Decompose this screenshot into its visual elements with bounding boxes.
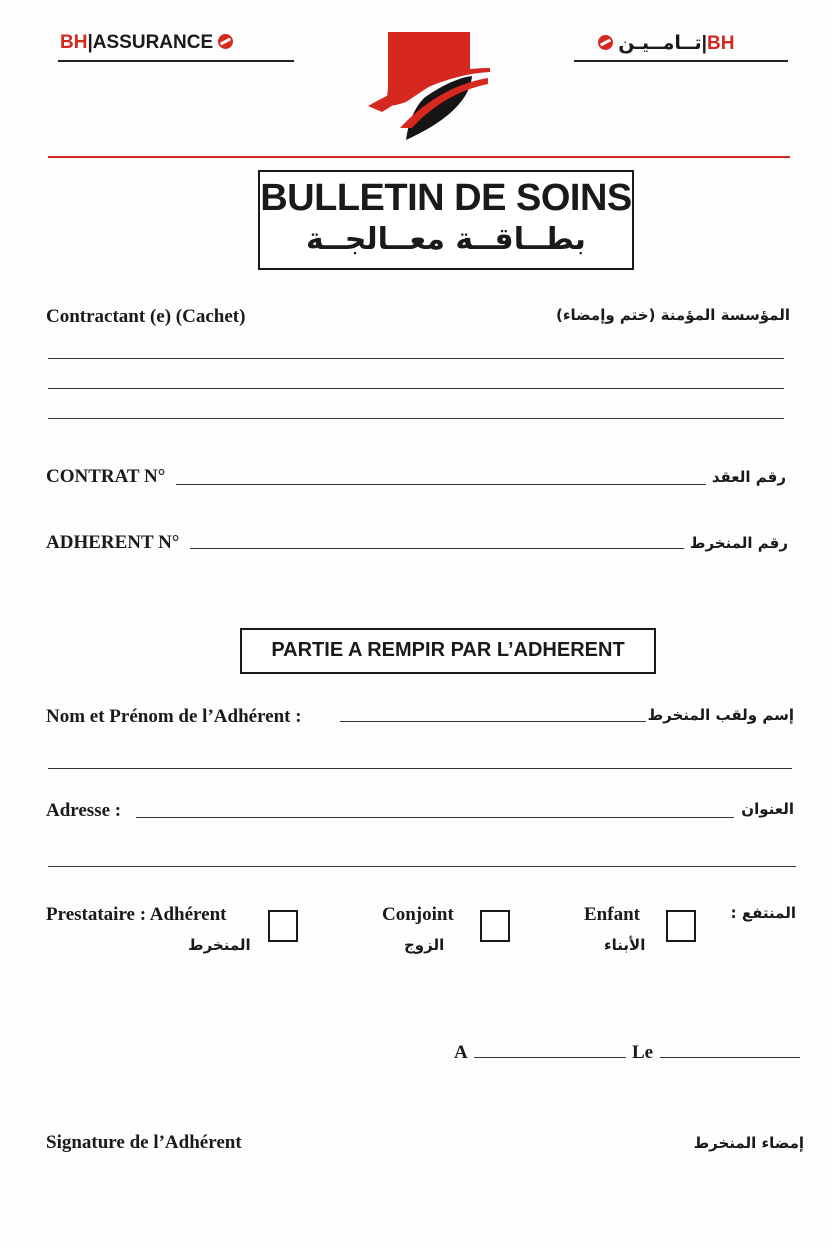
contrat-label: CONTRAT N°	[46, 466, 166, 487]
brand-left-name: ASSURANCE	[92, 32, 214, 53]
title-box	[258, 170, 634, 270]
brand-dot-icon	[598, 35, 613, 50]
date-field[interactable]	[660, 1057, 800, 1058]
adresse-label: Adresse :	[46, 800, 122, 821]
adherent-label: ADHERENT N°	[46, 532, 180, 553]
adresse-field[interactable]	[136, 817, 734, 818]
brand-left-rule	[58, 60, 294, 62]
brand-left-prefix: BH	[60, 32, 88, 53]
option-adherent-label: Adhérent	[149, 904, 227, 925]
brand-right-name: تــامــيـن	[618, 32, 702, 54]
shield-logo-icon	[360, 28, 494, 146]
contractant-line-2[interactable]	[48, 388, 784, 389]
checkbox-adherent[interactable]	[268, 910, 298, 942]
brand-right	[598, 32, 734, 55]
header-divider	[48, 156, 790, 158]
prestataire-label: Prestataire :	[46, 904, 147, 925]
option-enfant-label: Enfant	[584, 904, 640, 925]
prestataire-row	[46, 904, 226, 926]
signature-label-ar: إمضاء المنخرط	[693, 1134, 804, 1152]
nom-field[interactable]	[340, 721, 646, 722]
prestataire-label-ar: المنتفع :	[730, 904, 796, 922]
signature-label: Signature de l’Adhérent	[46, 1132, 242, 1153]
brand-divider: |	[87, 32, 93, 53]
option-adherent-label-ar: المنخرط	[188, 936, 251, 954]
adresse-field-line-2[interactable]	[48, 866, 796, 867]
checkbox-conjoint[interactable]	[480, 910, 510, 942]
place-field[interactable]	[474, 1057, 626, 1058]
adresse-label-ar: العنوان	[741, 800, 794, 818]
brand-left	[60, 32, 233, 54]
title-arabic: بطــاقــة معــالجــة	[306, 222, 586, 257]
option-conjoint-label: Conjoint	[382, 904, 454, 925]
date-label: Le	[632, 1042, 654, 1063]
checkbox-enfant[interactable]	[666, 910, 696, 942]
option-enfant-label-ar: الأبناء	[604, 936, 646, 954]
brand-right-rule	[574, 60, 788, 62]
contractant-line-3[interactable]	[48, 418, 784, 419]
brand-dot-icon	[218, 34, 233, 49]
adherent-number-field[interactable]	[190, 548, 684, 549]
nom-field-line-2[interactable]	[48, 768, 792, 769]
brand-divider: |	[701, 33, 707, 54]
option-conjoint-label-ar: الزوج	[404, 936, 445, 954]
contractant-label-ar: المؤسسة المؤمنة (ختم وإمضاء)	[556, 306, 790, 324]
title-french: BULLETIN DE SOINS	[260, 177, 632, 219]
section-title: PARTIE A REMPIR PAR L’ADHERENT	[240, 628, 656, 674]
contractant-line-1[interactable]	[48, 358, 784, 359]
nom-label: Nom et Prénom de l’Adhérent :	[46, 706, 302, 727]
contrat-number-field[interactable]	[176, 484, 706, 485]
nom-label-ar: إسم ولقب المنخرط	[647, 706, 794, 724]
contrat-label-ar: رقم العقد	[711, 468, 786, 486]
place-label: A	[454, 1042, 468, 1063]
contractant-label: Contractant (e) (Cachet)	[46, 306, 246, 327]
adherent-label-ar: رقم المنخرط	[689, 534, 788, 552]
brand-right-prefix: BH	[706, 33, 735, 54]
